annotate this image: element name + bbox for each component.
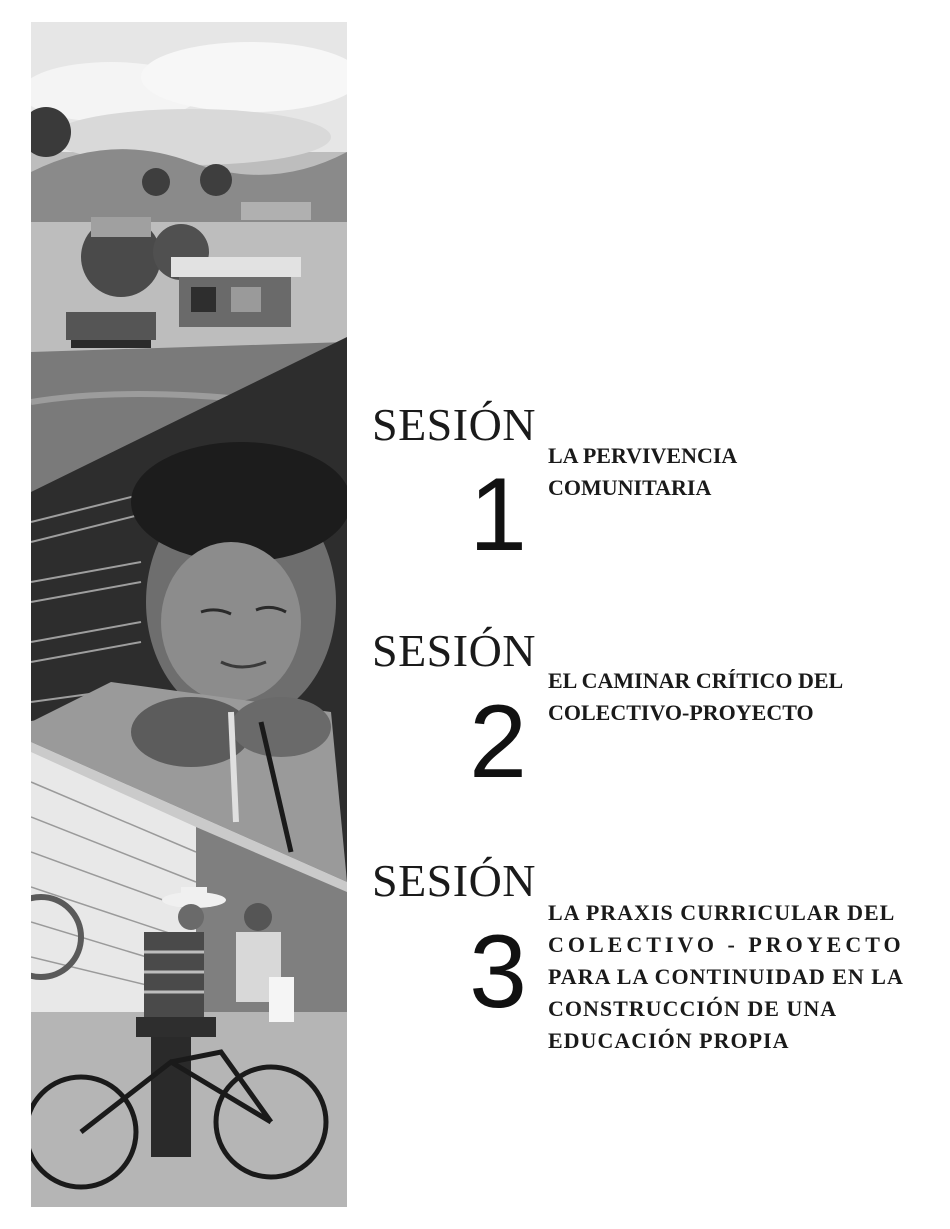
photo-collage [31, 22, 347, 1207]
session-1-title-line: COMUNITARIA [548, 475, 712, 500]
session-3-title-line: LA PRAXIS CURRICULAR DEL [548, 900, 896, 925]
session-2-title-line: COLECTIVO-PROYECTO [548, 700, 814, 725]
session-1-label: SESIÓN [372, 399, 537, 450]
session-3-title-line: PARA LA CONTINUIDAD EN LA [548, 964, 904, 989]
session-1-number: 1 [469, 457, 527, 573]
session-3-title-line: COLECTIVO - PROYECTO [548, 932, 905, 957]
session-2-number: 2 [469, 684, 527, 800]
session-3-title-line: CONSTRUCCIÓN DE UNA [548, 996, 838, 1021]
session-1-title [548, 440, 737, 504]
session-2-title [548, 665, 843, 729]
session-2-title-line: EL CAMINAR CRÍTICO DEL [548, 668, 844, 693]
session-3-number: 3 [469, 914, 527, 1030]
session-3-label: SESIÓN [372, 855, 537, 906]
session-1-title-line: LA PERVIVENCIA [548, 443, 738, 468]
session-3-title [548, 897, 905, 1057]
session-2-label: SESIÓN [372, 625, 537, 676]
session-3-title-line: EDUCACIÓN PROPIA [548, 1028, 790, 1053]
